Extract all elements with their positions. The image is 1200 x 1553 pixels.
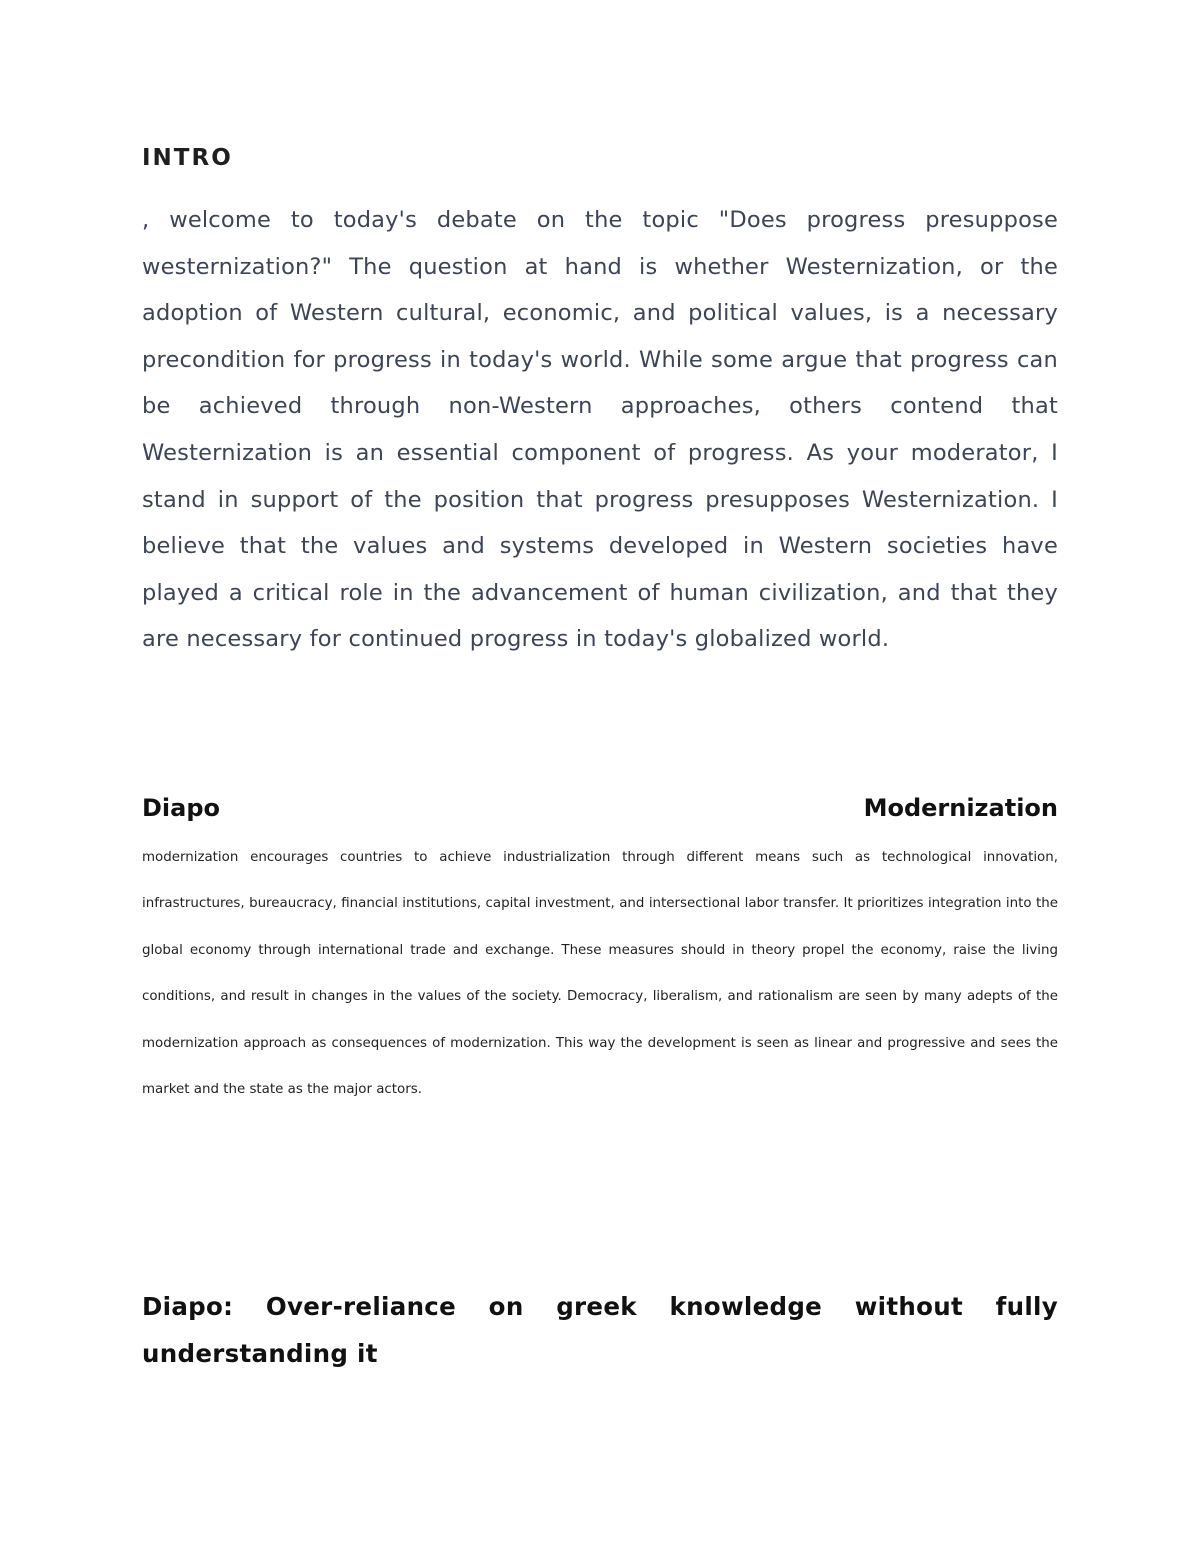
modernization-heading-row [142, 790, 1058, 826]
modernization-title: Modernization [863, 794, 1058, 822]
diapo-greek-knowledge-heading: Diapo: Over-reliance on greek knowledge without fully understanding it [142, 1292, 1058, 1368]
intro-paragraph: , welcome to today's debate on the topic "Does progress presuppose westernization?" The question at hand is whether Westernization, or the adoption of Western cultural, economic, and political values, is a necessary precondition for progress in today's world. While some argue that progress can be achieved through non-Western approaches, others contend that Westernization is an essential component of progress. As your moderator, I stand in support of the position that progress presupposes Westernization. I believe that the values and systems developed in Western societies have played a critical role in the advancement of human civilization, and that they are necessary for continued progress in today's globalized world. [142, 207, 1058, 653]
diapo-label: Diapo [142, 794, 221, 822]
intro-heading: INTRO [142, 145, 233, 171]
modernization-paragraph: modernization encourages countries to achieve industrialization through different means such as technological innovation, infrastructures, bureaucracy, financial institutions, capital investment, and intersectional labor transfer. It prioritizes integration into the global economy through international trade and exchange. These measures should in theory propel the economy, raise the living conditions, and result in changes in the values of the society. Democracy, liberalism, and rationalism are seen by many adepts of the modernization approach as consequences of modernization. This way the development is seen as linear and progressive and sees the market and the state as the major actors. [142, 850, 1058, 1098]
